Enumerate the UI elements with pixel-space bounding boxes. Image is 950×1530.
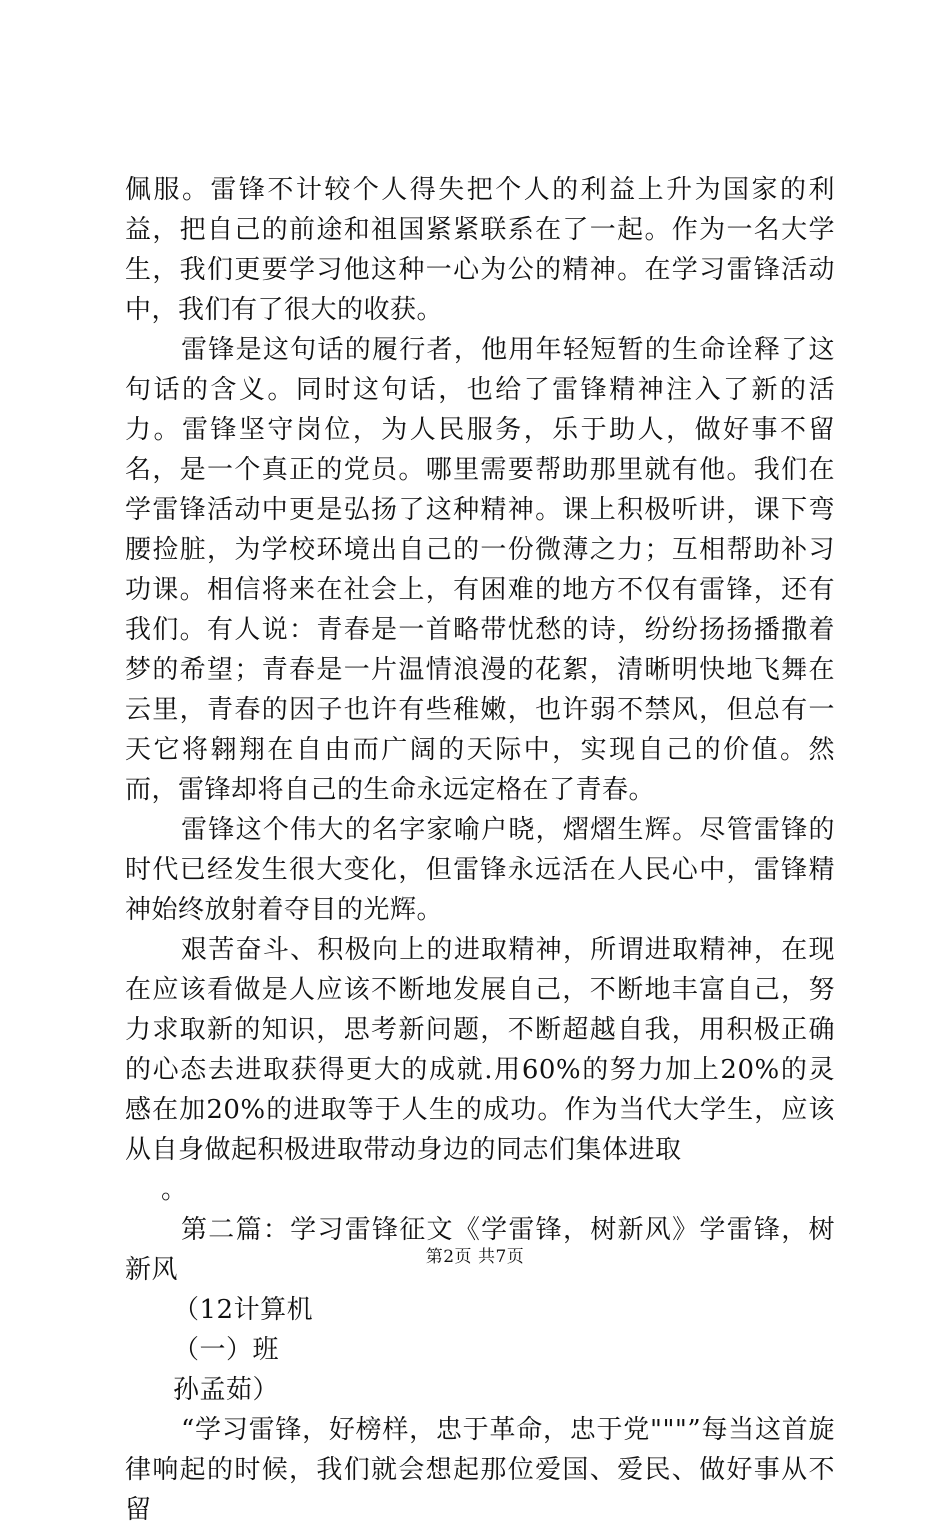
class-line: （12计算机 bbox=[173, 1295, 314, 1325]
paragraph-2: 雷锋是这句话的履行者，他用年轻短暂的生命诠释了这句话的含义。同时这句话，也给了雷锋精神注入了新的活力。雷锋坚守岗位，为人民服务，乐于助人，做好事不留名，是一个真正的党员。哪里需要帮助那里就有他。我们在学雷锋活动中更是弘扬了这种精神。课上积极听讲，课下弯腰捡脏，为学校环境出自己的一份微薄之力；互相帮助补习功课。相信将来在社会上，有困难的地方不仅有雷锋，还有我们。有人说：青春是一首略带忧愁的诗，纷纷扬扬播撒着梦的希望；青春是一片温情浪漫的花絮，清晰明快地飞舞在云里，青春的因子也许有些稚嫩，也许弱不禁风，但总有一天它将翱翔在自由而广阔的天际中，实现自己的价值。然而，雷锋却将自己的生命永远定格在了青春。 bbox=[125, 335, 835, 805]
second-article-title: 第二篇：学习雷锋征文《学雷锋，树新风》学雷锋，树新风 bbox=[125, 1215, 835, 1285]
document-body bbox=[125, 170, 835, 1530]
author-line: 孙孟茹） bbox=[173, 1375, 280, 1405]
paragraph-5: “学习雷锋，好榜样，忠于革命，忠于党"""”每当这首旋律响起的时候，我们就会想起那位爱国、爱民、做好事从不留 bbox=[125, 1415, 835, 1525]
paragraph-4: 艰苦奋斗、积极向上的进取精神，所谓进取精神，在现在应该看做是人应该不断地发展自己，不断地丰富自己，努力求取新的知识，思考新问题，不断超越自我，用积极正确的心态去进取获得更大的成就.用60%的努力加上20%的灵感在加20%的进取等于人生的成功。作为当代大学生，应该从自身做起积极进取带动身边的同志们集体进取 bbox=[125, 935, 835, 1165]
page-footer: 第2页 共7页 bbox=[425, 1247, 525, 1267]
paragraph-3: 雷锋这个伟大的名字家喻户晓，熠熠生辉。尽管雷锋的时代已经发生很大变化，但雷锋永远活在人民心中，雷锋精神始终放射着夺目的光辉。 bbox=[125, 815, 835, 925]
period-line: 。 bbox=[161, 1175, 188, 1205]
paragraph-1: 佩服。雷锋不计较个人得失把个人的利益上升为国家的利益，把自己的前途和祖国紧紧联系在了一起。作为一名大学生，我们更要学习他这种一心为公的精神。在学习雷锋活动中，我们有了很大的收获。 bbox=[125, 175, 835, 325]
class-number-line: （一）班 bbox=[173, 1335, 280, 1365]
